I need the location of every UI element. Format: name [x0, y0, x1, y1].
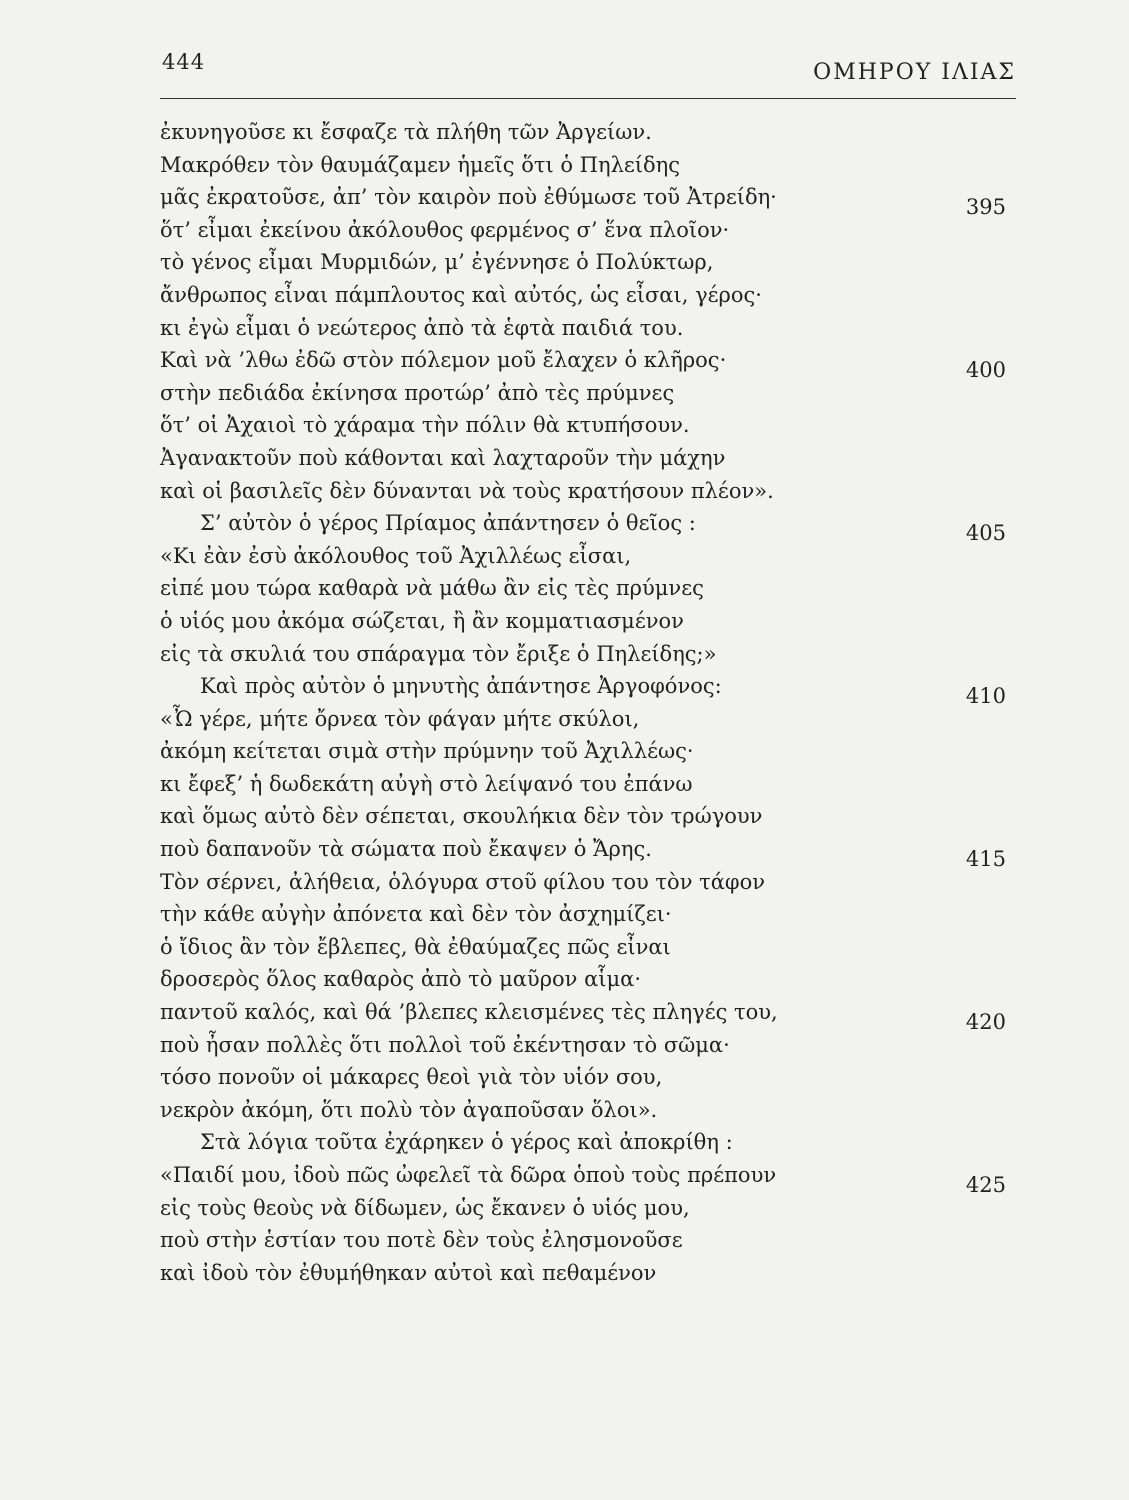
- verse-line: [160, 638, 1020, 671]
- verse-text: εἰς τὰ σκυλιά του σπάραγμα τὸν ἔριξε ὁ Πηλείδης;»: [160, 641, 717, 666]
- verse-line: [160, 475, 1020, 508]
- verse-line: [160, 149, 1020, 182]
- verse-line: [160, 540, 1020, 573]
- verse-line: [160, 931, 1020, 964]
- line-number: 420: [965, 1010, 1006, 1035]
- verse-line: [160, 866, 1020, 899]
- line-number: 405: [965, 521, 1006, 546]
- verse-line: [160, 377, 1020, 410]
- verse-text: ἐκυνηγοῦσε κι ἔσφαζε τὰ πλήθη τῶν Ἀργείων.: [160, 120, 652, 144]
- verse-text: καὶ οἱ βασιλεῖς δὲν δύνανται νὰ τοὺς κρατήσουν πλέον».: [160, 478, 774, 503]
- verse-line: [160, 1094, 1020, 1127]
- verse-line: [160, 1159, 1020, 1197]
- verse-line: [160, 507, 1020, 546]
- page-number: 444: [162, 50, 206, 74]
- verse-text: ποὺ στὴν ἑστίαν του ποτὲ δὲν τοὺς ἐλησμονοῦσε: [160, 1228, 683, 1253]
- page-header: [160, 44, 1020, 94]
- verse-text: παντοῦ καλός, καὶ θά ’βλεπες κλεισμένες τὲς πληγές του,: [160, 1000, 778, 1025]
- verse-text: ποὺ δαπανοῦν τὰ σώματα ποὺ ἔκαψεν ὁ Ἄρης.: [160, 837, 652, 862]
- verse-line: [160, 1257, 1020, 1290]
- verse-line: [160, 605, 1020, 638]
- verse-line: [160, 442, 1020, 475]
- line-number: 410: [965, 684, 1006, 709]
- verse-line: [160, 1029, 1020, 1062]
- verse-line: [160, 344, 1020, 383]
- verse-text: εἰς τοὺς θεοὺς νὰ δίδωμεν, ὡς ἔκανεν ὁ υἱός μου,: [160, 1195, 690, 1220]
- verse-text: Τὸν σέρνει, ἀλήθεια, ὁλόγυρα στοῦ φίλου του τὸν τάφον: [160, 869, 766, 894]
- verse-text: τὸ γένος εἶμαι Μυρμιδών, μ’ ἐγέννησε ὁ Πολύκτωρ,: [160, 250, 714, 275]
- verse-text: ὁ ἴδιος ἂν τὸν ἔβλεπες, θὰ ἐθαύμαζες πῶς εἶναι: [160, 934, 671, 959]
- verse-text: ὅτ’ οἱ Ἀχαιοὶ τὸ χάραμα τὴν πόλιν θὰ κτυπήσουν.: [160, 413, 690, 438]
- verse-line: [160, 1192, 1020, 1225]
- verse-line: [160, 800, 1020, 833]
- line-number: 400: [965, 358, 1006, 383]
- verse-text: Μακρόθεν τὸν θαυμάζαμεν ἡμεῖς ὅτι ὁ Πηλείδης: [160, 152, 680, 177]
- verse-line: [160, 116, 1020, 149]
- verse-line: [160, 703, 1020, 736]
- verse-line: [160, 735, 1020, 768]
- verse-text: Καὶ νὰ ’λθω ἐδῶ στὸν πόλεμον μοῦ ἔλαχεν ὁ κλῆρος·: [160, 348, 727, 373]
- verse-text: Σ’ αὐτὸν ὁ γέρος Πρίαμος ἀπάντησεν ὁ θεῖος :: [200, 511, 696, 536]
- verse-line: [160, 246, 1020, 279]
- verse-line: [160, 963, 1020, 996]
- verse-line: [160, 1126, 1020, 1159]
- line-number: 415: [965, 847, 1006, 872]
- verse-text: κι ἐγὼ εἶμαι ὁ νεώτερος ἀπὸ τὰ ἑφτὰ παιδιά του.: [160, 315, 684, 340]
- verse-line: [160, 898, 1020, 931]
- verse-text: νεκρὸν ἀκόμη, ὅτι πολὺ τὸν ἀγαποῦσαν ὅλοι».: [160, 1097, 658, 1122]
- verse-text: «Ὦ γέρε, μήτε ὄρνεα τὸν φάγαν μήτε σκύλοι,: [160, 706, 640, 731]
- verse-text: ἀκόμη κείτεται σιμὰ στὴν πρύμνην τοῦ Ἀχιλλέως·: [160, 739, 694, 764]
- verse-text: Καὶ πρὸς αὐτὸν ὁ μηνυτὴς ἀπάντησε Ἀργοφόνος:: [200, 674, 722, 699]
- verse-text: καὶ ὅμως αὐτὸ δὲν σέπεται, σκουλήκια δὲν τὸν τρώγουν: [160, 804, 763, 829]
- verse-text: «Κι ἐὰν ἐσὺ ἀκόλουθος τοῦ Ἀχιλλέως εἶσαι,: [160, 543, 632, 568]
- verse-line: [160, 996, 1020, 1035]
- verse-line: [160, 1061, 1020, 1094]
- verse-line: [160, 181, 1020, 220]
- verse-text: «Παιδί μου, ἰδοὺ πῶς ὠφελεῖ τὰ δῶρα ὁποὺ τοὺς πρέπουν: [160, 1163, 777, 1187]
- verse-text: στὴν πεδιάδα ἐκίνησα προτώρ’ ἀπὸ τὲς πρύμνες: [160, 380, 675, 405]
- verse-text: καὶ ἰδοὺ τὸν ἐθυμήθηκαν αὐτοὶ καὶ πεθαμένον: [160, 1260, 657, 1285]
- verse-text: ὅτ’ εἶμαι ἐκείνου ἀκόλουθος φερμένος σ’ ἕνα πλοῖον·: [160, 217, 730, 242]
- line-number: 425: [965, 1173, 1006, 1197]
- verse-text: ὁ υἱός μου ἀκόμα σώζεται, ἢ ἂν κομματιασμένον: [160, 608, 684, 633]
- header-rule: [160, 98, 1016, 99]
- verse-text: κι ἔφεξ’ ἡ δωδεκάτη αὐγὴ στὸ λείψανό του ἐπάνω: [160, 771, 693, 796]
- verse-line: [160, 409, 1020, 442]
- verse-line: [160, 833, 1020, 872]
- verse-line: [160, 768, 1020, 801]
- verse-line: [160, 279, 1020, 312]
- verse-text: Στὰ λόγια τοῦτα ἐχάρηκεν ὁ γέρος καὶ ἀποκρίθη :: [200, 1130, 733, 1155]
- verse-text: Ἀγανακτοῦν ποὺ κάθονται καὶ λαχταροῦν τὴν μάχην: [160, 445, 726, 470]
- verse-text: δροσερὸς ὅλος καθαρὸς ἀπὸ τὸ μαῦρον αἷμα·: [160, 967, 642, 992]
- verse-line: [160, 572, 1020, 605]
- verse-line: [160, 312, 1020, 345]
- verse-line: [160, 670, 1020, 709]
- verse-text: εἰπέ μου τώρα καθαρὰ νὰ μάθω ἂν εἰς τὲς πρύμνες: [160, 576, 704, 601]
- verse-line: [160, 1224, 1020, 1257]
- verse-text: ποὺ ἦσαν πολλὲς ὅτι πολλοὶ τοῦ ἐκέντησαν τὸ σῶμα·: [160, 1032, 730, 1057]
- verse-text: ἄνθρωπος εἶναι πάμπλουτος καὶ αὐτός, ὡς εἶσαι, γέρος·: [160, 282, 762, 307]
- verse-list: [160, 116, 1020, 1289]
- verse-text: τὴν κάθε αὐγὴν ἀπόνετα καὶ δὲν τὸν ἀσχημίζει·: [160, 902, 672, 927]
- line-number: 395: [965, 195, 1006, 220]
- verse-text: μᾶς ἐκρατοῦσε, ἀπ’ τὸν καιρὸν ποὺ ἐθύμωσε τοῦ Ἀτρείδη·: [160, 185, 777, 210]
- running-head: ΟΜΗΡΟΥ ΙΛΙΑΣ: [813, 60, 1016, 85]
- verse-text: τόσο πονοῦν οἱ μάκαρες θεοὶ γιὰ τὸν υἱόν σου,: [160, 1065, 663, 1090]
- verse-line: [160, 214, 1020, 247]
